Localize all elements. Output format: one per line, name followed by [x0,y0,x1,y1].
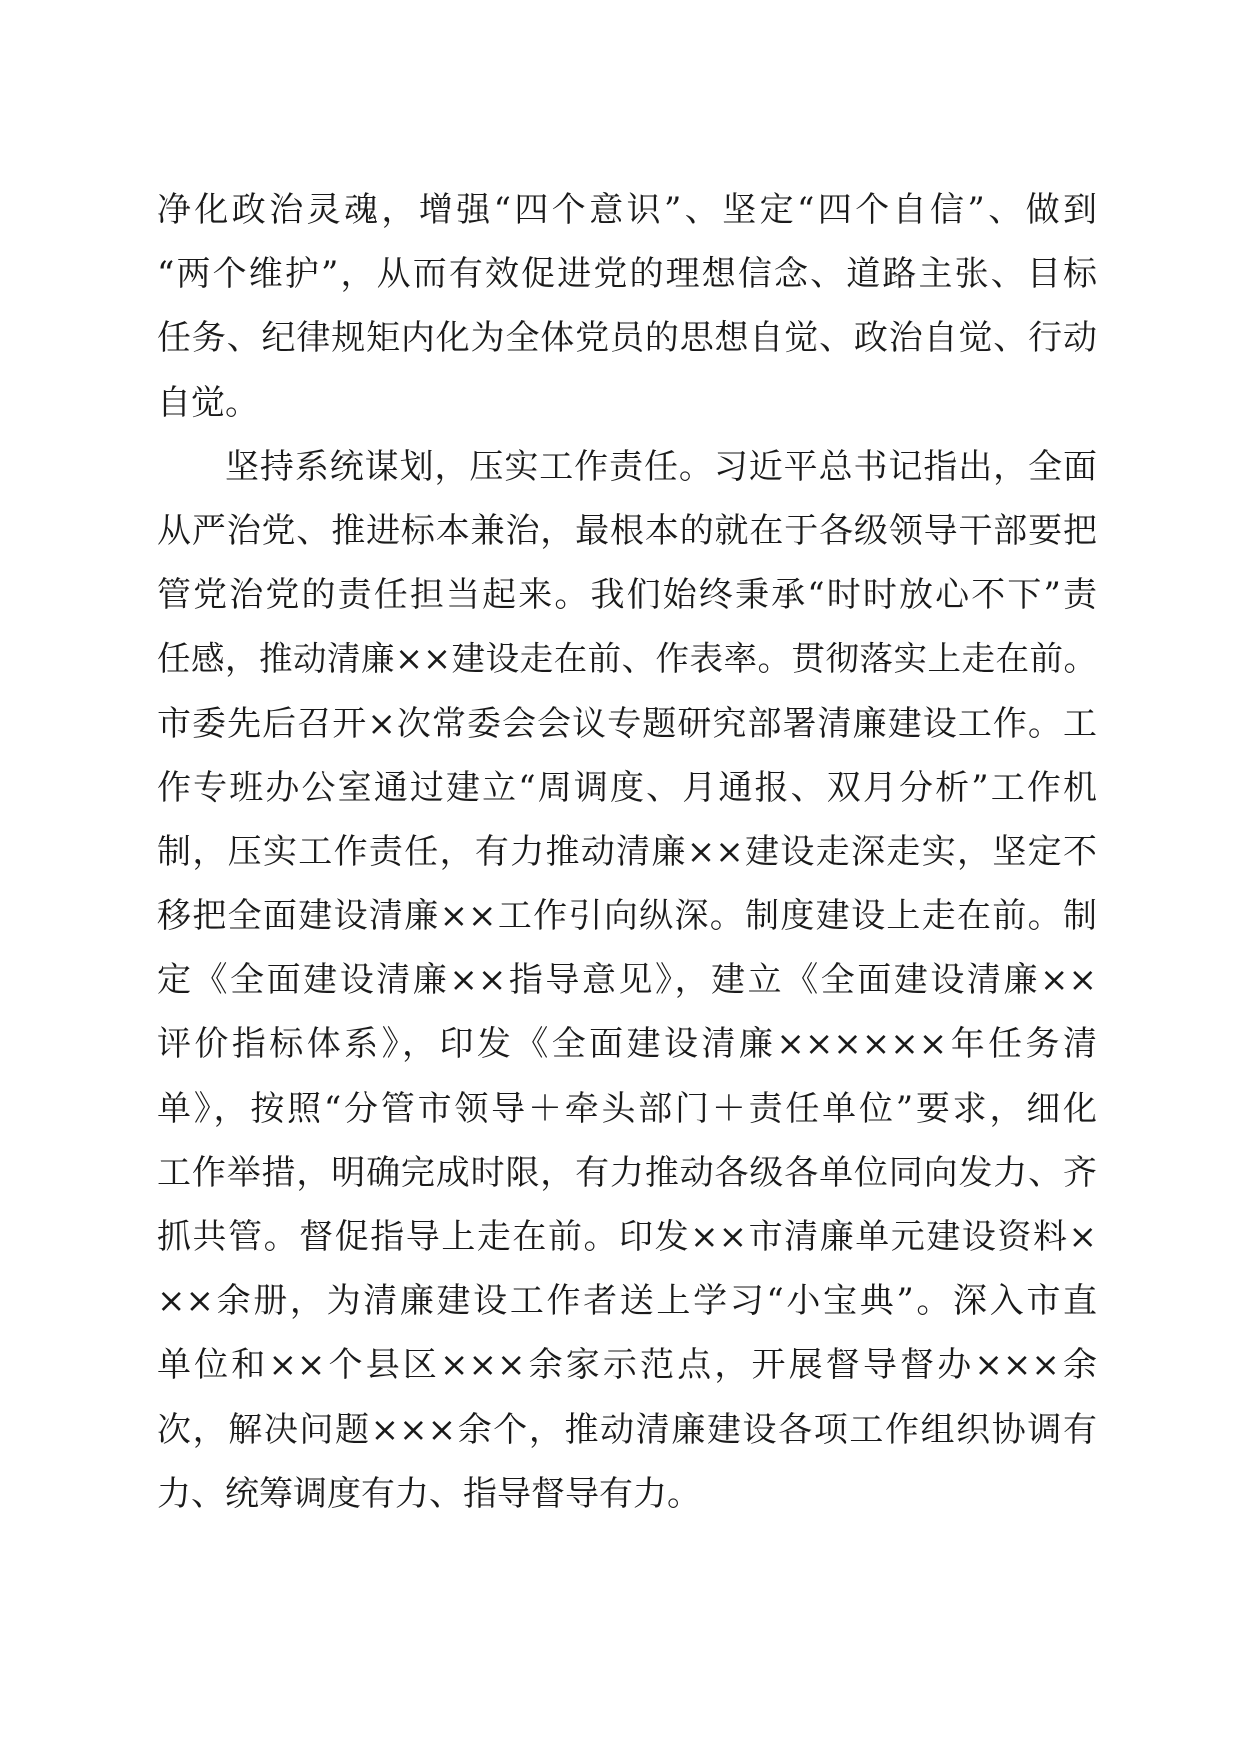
text-line: 次，解决问题×××余个，推动清廉建设各项工作组织协调有 [157,1409,1097,1450]
text-line: 从严治党、推进标本兼治，最根本的就在于各级领导干部要把 [157,510,1097,551]
text-line: 单》，按照“分管市领导＋牵头部门＋责任单位”要求，细化 [157,1088,1097,1129]
text-line: 市委先后召开×次常委会会议专题研究部署清廉建设工作。工 [157,703,1097,744]
document-body [157,178,1097,1526]
text-line: 工作举措，明确完成时限，有力推动各级各单位同向发力、齐 [157,1152,1097,1193]
text-line: 抓共管。督促指导上走在前。印发××市清廉单元建设资料× [157,1217,1097,1257]
text-line: ××余册，为清廉建设工作者送上学习“小宝典”。深入市直 [157,1281,1097,1322]
text-line: 评价指标体系》，印发《全面建设清廉××××××年任务清 [157,1024,1097,1065]
paragraph-2 [157,435,1097,1526]
text-line: 任感，推动清廉××建设走在前、作表率。贯彻落实上走在前。 [157,639,1097,679]
text-line: 自觉。 [157,382,259,423]
text-line: 管党治党的责任担当起来。我们始终秉承“时时放心不下”责 [157,575,1097,616]
text-line: 任务、纪律规矩内化为全体党员的思想自觉、政治自觉、行动 [157,318,1097,359]
text-line: 坚持系统谋划，压实工作责任。习近平总书记指出，全面 [225,446,1097,487]
text-line: 单位和××个县区×××余家示范点，开展督导督办×××余 [157,1345,1097,1386]
text-line: 定《全面建设清廉××指导意见》，建立《全面建设清廉×× [157,960,1097,1001]
text-line: “两个维护”，从而有效促进党的理想信念、道路主张、目标 [157,254,1097,295]
text-line: 作专班办公室通过建立“周调度、月通报、双月分析”工作机 [157,767,1097,808]
paragraph-1 [157,178,1097,435]
text-line: 制，压实工作责任，有力推动清廉××建设走深走实，坚定不 [157,831,1097,872]
text-line: 力、统筹调度有力、指导督导有力。 [157,1473,701,1514]
text-line: 移把全面建设清廉××工作引向纵深。制度建设上走在前。制 [157,896,1097,937]
text-line: 净化政治灵魂，增强“四个意识”、坚定“四个自信”、做到 [157,190,1097,230]
